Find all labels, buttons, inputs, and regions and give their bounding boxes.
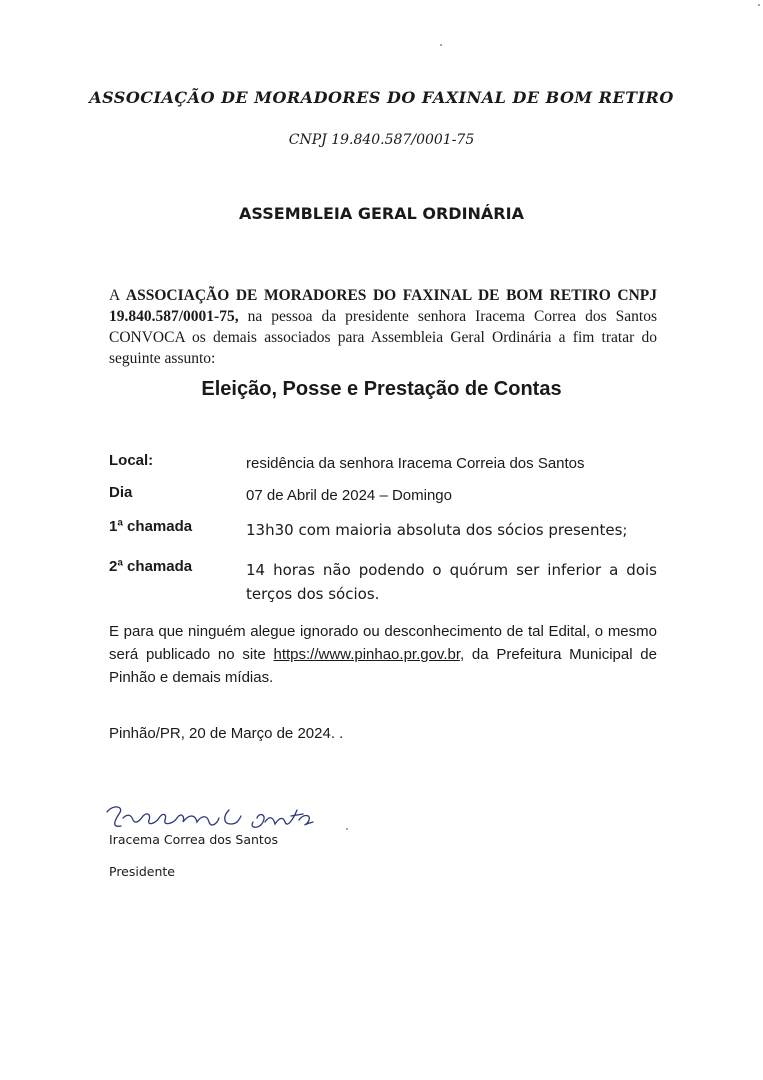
- detail-label: Dia: [109, 484, 133, 501]
- intro-text: na pessoa da presidente senhora Iracema Correa dos Santos CONVOCA os demais associados para Assembleia Geral Ordinária a fim tratar do seguinte assunto:: [109, 308, 658, 367]
- document-title: ASSEMBLEIA GERAL ORDINÁRIA: [239, 204, 524, 223]
- cnpj-header: CNPJ 19.840.587/0001-75: [288, 132, 475, 148]
- place-and-date: Pinhão/PR, 20 de Março de 2024. .: [109, 725, 344, 742]
- association-header: ASSOCIAÇÃO DE MORADORES DO FAXINAL DE BOM RETIRO: [89, 88, 674, 107]
- scan-speck: [440, 44, 442, 46]
- intro-prefix: A: [109, 287, 120, 304]
- signer-name: Iracema Correa dos Santos: [109, 832, 278, 847]
- scan-speck: [346, 828, 348, 830]
- signer-role: Presidente: [109, 864, 175, 879]
- intro-association-name: ASSOCIAÇÃO DE MORADORES DO FAXINAL DE BOM RETIRO CNPJ 19.840.587/0001-75,: [109, 287, 657, 325]
- detail-label: 1ª chamada: [109, 518, 193, 535]
- handwritten-signature: [103, 800, 318, 834]
- intro-paragraph: [109, 285, 657, 369]
- closing-paragraph: [109, 620, 657, 689]
- detail-value: 13h30 com maioria absoluta dos sócios presentes;: [246, 521, 628, 539]
- detail-label: Local:: [109, 452, 154, 469]
- closing-text: E para que ninguém alegue ignorado ou desconhecimento de tal Edital, o mesmo será publicado no site: [109, 623, 657, 663]
- closing-text-end: , da Prefeitura Municipal de Pinhão e demais mídias.: [109, 646, 657, 686]
- website-link[interactable]: https://www.pinhao.pr.gov.br: [273, 646, 460, 663]
- scan-speck: [758, 4, 760, 6]
- detail-value: residência da senhora Iracema Correia dos Santos: [246, 455, 585, 472]
- detail-value: 07 de Abril de 2024 – Domingo: [246, 487, 452, 504]
- detail-label: 2ª chamada: [109, 558, 193, 575]
- meeting-subject: Eleição, Posse e Prestação de Contas: [201, 378, 562, 400]
- detail-value: 14 horas não podendo o quórum ser inferior a dois terços dos sócios.: [246, 561, 657, 603]
